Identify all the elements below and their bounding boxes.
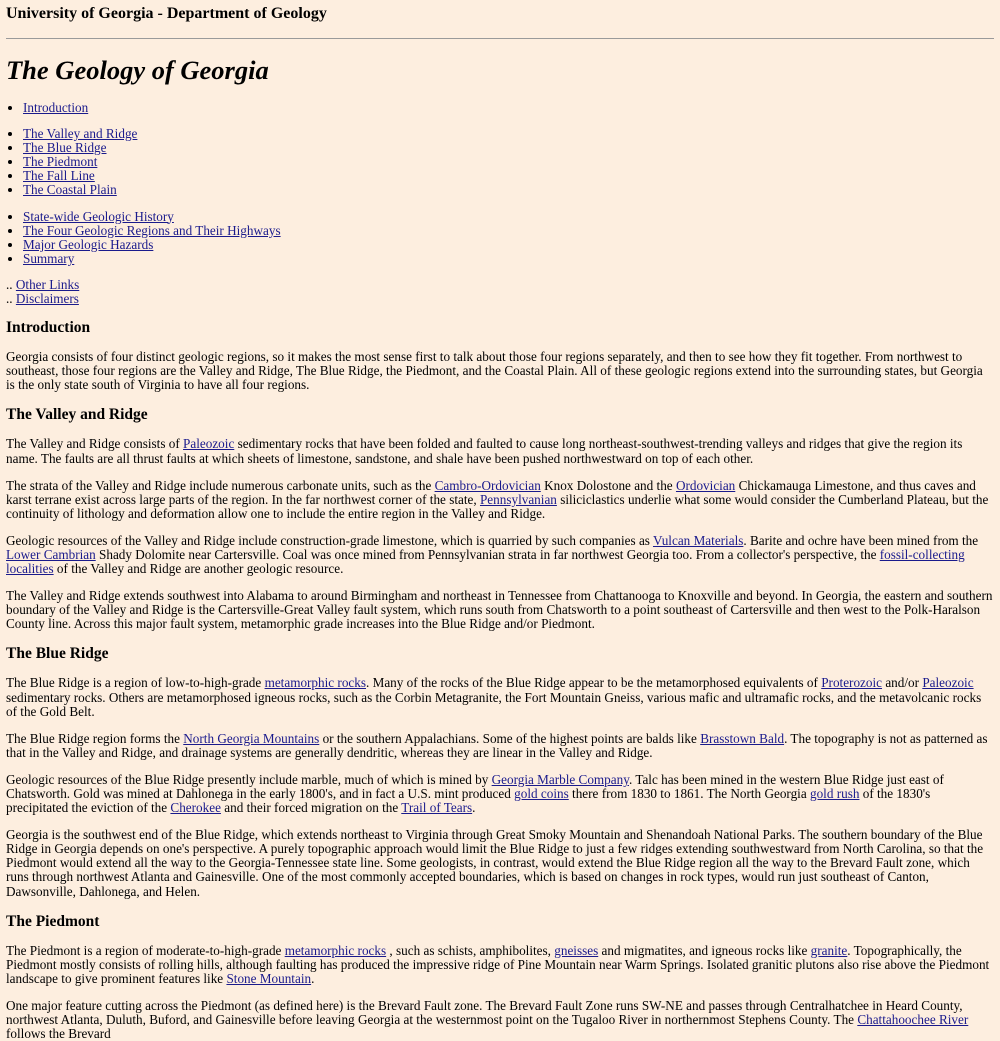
link-paleozoic[interactable]: Paleozoic xyxy=(183,436,235,452)
header-divider xyxy=(6,38,994,39)
link-lower-cambrian[interactable]: Lower Cambrian xyxy=(6,546,96,562)
toc-list-1 xyxy=(6,101,994,115)
link-north-georgia-mountains[interactable]: North Georgia Mountains xyxy=(183,730,320,746)
toc-list-2 xyxy=(6,127,994,197)
department-header: University of Georgia - Department of Geology xyxy=(6,5,327,22)
toc-item xyxy=(23,127,994,141)
text-span: of the Valley and Ridge are another geologic resource. xyxy=(53,561,344,577)
toc-item xyxy=(23,210,994,224)
link-stone-mountain[interactable]: Stone Mountain xyxy=(226,970,312,986)
text-span: Chickamauga Limestone, and thus caves and karst terrane exist across large parts of the region. In the far northwest corner of the state, xyxy=(6,477,976,507)
text-span: . xyxy=(472,800,476,816)
dots-prefix: .. xyxy=(6,276,13,292)
link-paleozoic[interactable]: Paleozoic xyxy=(922,675,974,691)
text-span: of the 1830's precipitated the eviction of the xyxy=(6,786,931,816)
text-span: and/or xyxy=(882,675,923,691)
toc-item xyxy=(23,155,994,169)
text-span: The Piedmont is a region of moderate-to-high-grade xyxy=(6,942,285,958)
text-span: , such as schists, amphibolites, xyxy=(386,942,555,958)
text-span: follows the Brevard xyxy=(6,1026,111,1041)
section-heading-valley-ridge: The Valley and Ridge xyxy=(6,406,148,424)
toc-item xyxy=(23,252,994,266)
text-span: One major feature cutting across the Piedmont (as defined here) is the Brevard Fault zone. The Brevard Fault Zone runs SW-NE and passes through Centralhatchee in Heard County, northwest Atlanta, Duluth, Buford, and Gainesville before leaving Georgia at the westernmost point on the Tugaloo River in northernmost Stephens County. The xyxy=(6,997,963,1028)
toc-link-piedmont[interactable]: The Piedmont xyxy=(23,154,98,170)
toc-link-highways[interactable]: The Four Geologic Regions and Their Highways xyxy=(23,222,281,238)
text-span: Geologic resources of the Valley and Ridge include construction-grade limestone, which is quarried by such companies as xyxy=(6,532,653,548)
paragraph xyxy=(6,479,994,521)
toc-link-valley-ridge[interactable]: The Valley and Ridge xyxy=(23,126,138,142)
paragraph xyxy=(6,437,994,465)
paragraph xyxy=(6,773,994,815)
toc-link-blue-ridge[interactable]: The Blue Ridge xyxy=(23,140,107,156)
link-cambro-ordovician[interactable]: Cambro-Ordovician xyxy=(434,477,541,493)
paragraph xyxy=(6,999,994,1041)
text-span: Shady Dolomite near Cartersville. Coal was once mined from Pennsylvanian strata in far northwest Georgia too. From a collector's perspective, the xyxy=(95,546,880,562)
toc-item xyxy=(23,224,994,238)
disclaimers-row xyxy=(6,292,994,306)
text-span: and their forced migration on the xyxy=(220,800,402,816)
text-span: . The topography is not as patterned as that in the Valley and Ridge, and drainage systems are generally dendritic, whereas they are linear in the Valley and Ridge. xyxy=(6,730,988,760)
link-gneisses[interactable]: gneisses xyxy=(554,942,599,958)
section-heading-blue-ridge: The Blue Ridge xyxy=(6,645,109,663)
text-span: The strata of the Valley and Ridge include numerous carbonate units, such as the xyxy=(6,477,435,493)
disclaimers-link[interactable]: Disclaimers xyxy=(15,291,79,307)
link-brasstown-bald[interactable]: Brasstown Bald xyxy=(700,730,785,746)
text-span: . xyxy=(311,970,315,986)
text-span: The Blue Ridge is a region of low-to-high-grade xyxy=(6,675,265,691)
paragraph: Georgia is the southwest end of the Blue Ridge, which extends northeast to Virginia through Great Smoky Mountain and Shenandoah National Parks. The southern boundary of the Blue Ridge in Georgia depends on one's perspective. A purely topographic approach would limit the Blue Ridge to just a few ridges extending southwestward from North Carolina, so that the Piedmont would extend all the way to the Georgia-Tennessee state line. Some geologists, in contrast, would extend the Blue Ridge region all the way to the Brevard Fault zone, which runs through northwest Atlanta and Gainesville. One of the most commonly accepted boundaries, which is based on changes in rock types, would run just southeast of Canton, Dawsonville, Dahlonega, and Helen. xyxy=(6,827,984,899)
toc-item xyxy=(23,101,994,115)
link-fossil-localities[interactable]: fossil-collecting localities xyxy=(6,546,965,577)
other-links-link[interactable]: Other Links xyxy=(15,276,80,292)
link-proterozoic[interactable]: Proterozoic xyxy=(821,675,883,691)
toc-item xyxy=(23,169,994,183)
text-span: . Many of the rocks of the Blue Ridge appear to be the metamorphosed equivalents of xyxy=(366,675,822,691)
text-span: . Talc has been mined in the western Blue Ridge just east of Chatsworth. Gold was mined at Dahlonega in the early 1800's, and in fact a U.S. mint produced xyxy=(6,771,944,801)
toc-link-summary[interactable]: Summary xyxy=(23,250,75,266)
link-metamorphic-rocks[interactable]: metamorphic rocks xyxy=(284,942,387,958)
link-georgia-marble[interactable]: Georgia Marble Company xyxy=(491,771,629,787)
paragraph xyxy=(6,732,994,760)
link-ordovician[interactable]: Ordovician xyxy=(675,477,736,493)
link-trail-of-tears[interactable]: Trail of Tears xyxy=(401,800,473,816)
other-links-row xyxy=(6,278,994,292)
toc-item xyxy=(23,238,994,252)
section-heading-piedmont: The Piedmont xyxy=(6,912,100,930)
toc-link-hazards[interactable]: Major Geologic Hazards xyxy=(23,236,154,252)
toc-list-3 xyxy=(6,210,994,266)
link-chattahoochee-river[interactable]: Chattahoochee River xyxy=(857,1012,969,1028)
toc-link-fall-line[interactable]: The Fall Line xyxy=(23,168,95,184)
text-span: Knox Dolostone and the xyxy=(540,477,676,493)
link-gold-coins[interactable]: gold coins xyxy=(514,786,569,801)
paragraph: The Valley and Ridge extends southwest into Alabama to around Birmingham and northeast in Tennessee from Chattanooga to Knoxville and beyond. In Georgia, the eastern and southern boundary of the Valley and Ridge is the Cartersville-Great Valley fault system, which runs south from Chatsworth to a point southeast of Cartersville and then west to the Polk-Haralson County line. Across this major fault system, metamorphic grade increases into the Blue Ridge and/or Piedmont. xyxy=(6,588,993,632)
toc-link-history[interactable]: State-wide Geologic History xyxy=(23,208,174,224)
paragraph xyxy=(6,676,994,718)
page-title: The Geology of Georgia xyxy=(6,55,269,85)
link-pennsylvanian[interactable]: Pennsylvanian xyxy=(479,491,557,507)
section-heading-introduction: Introduction xyxy=(6,319,91,337)
text-span: . Barite and ochre have been mined from the xyxy=(743,532,979,548)
paragraph: Georgia consists of four distinct geologic regions, so it makes the most sense first to talk about those four regions separately, and then to see how they fit together. From northwest to southeast, those four regions are the Valley and Ridge, The Blue Ridge, the Piedmont, and the Coastal Plain. All of these geologic regions extend into the surrounding states, but Georgia is the only state south of Virginia to have all four regions. xyxy=(6,349,983,393)
text-span: The Blue Ridge region forms the xyxy=(6,730,184,746)
toc-item xyxy=(23,141,994,155)
toc-link-coastal-plain[interactable]: The Coastal Plain xyxy=(23,182,117,198)
toc-item xyxy=(23,183,994,197)
link-vulcan-materials[interactable]: Vulcan Materials xyxy=(652,532,744,548)
text-span: . Topographically, the Piedmont mostly consists of rolling hills, although faulting has produced the impressive ridge of Pine Mountain near Warm Springs. Isolated granitic plutons also rise above the Piedmont landscape to give prominent features like xyxy=(6,942,990,986)
link-gold-rush[interactable]: gold rush xyxy=(809,786,860,801)
text-span: The Valley and Ridge consists of xyxy=(6,436,184,452)
text-span: siliciclastics underlie what some would consider the Cumberland Plateau, but the continuity of lithology and deformation allow one to include the entire region in the Valley and Ridge. xyxy=(6,491,989,521)
paragraph xyxy=(6,534,994,576)
text-span: or the southern Appalachians. Some of the highest points are balds like xyxy=(319,730,701,746)
link-cherokee[interactable]: Cherokee xyxy=(170,800,221,816)
dots-prefix: .. xyxy=(6,291,13,307)
other-links-block xyxy=(6,278,994,306)
link-metamorphic-rocks[interactable]: metamorphic rocks xyxy=(264,675,366,691)
text-span: sedimentary rocks. Others are metamorphosed igneous rocks, such as the Corbin Metagranite, the Fort Mountain Gneiss, various mafic and ultramafic rocks, and the metavolcanic rocks of the Gold Belt. xyxy=(6,689,982,719)
text-span: and migmatites, and igneous rocks like xyxy=(598,942,811,958)
text-span: Geologic resources of the Blue Ridge presently include marble, much of which is mined by xyxy=(6,771,492,787)
text-span: there from 1830 to 1861. The North Georgia xyxy=(568,786,810,801)
toc-link-introduction[interactable]: Introduction xyxy=(23,100,89,115)
paragraph xyxy=(6,944,994,986)
text-span: sedimentary rocks that have been folded and faulted to cause long northeast-southwest-trending valleys and ridges that give the region its name. The faults are all thrust faults at which sheets of limestone, sandstone, and shale have been pushed northwestward on top of each other. xyxy=(6,436,963,466)
link-granite[interactable]: granite xyxy=(810,942,848,958)
